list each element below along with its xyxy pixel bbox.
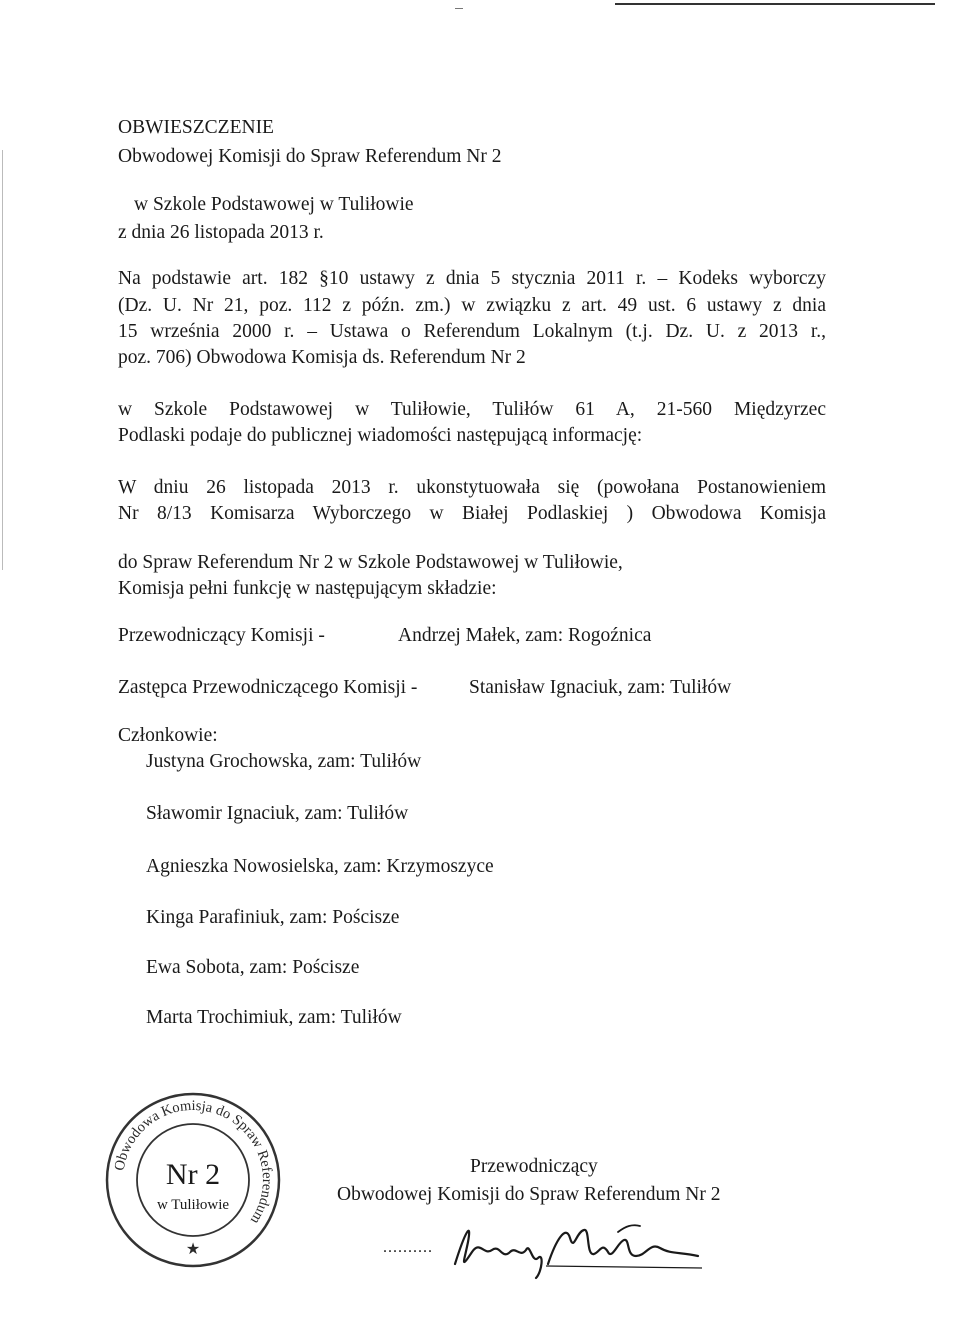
stamp-place: w Tuliłowie	[156, 1197, 230, 1213]
deputy-role-label: Zastępca Przewodniczącego Komisji -	[118, 677, 418, 698]
member-entry: Agnieszka Nowosielska, zam: Krzymoszyce	[146, 856, 494, 877]
committee-heading: Obwodowej Komisji do Spraw Referendum Nr 2	[118, 146, 502, 167]
paragraph-legal-basis-line: 15 września 2000 r. – Ustawa o Referendum Lokalnym (t.j. Dz. U. z 2013 r.,	[118, 321, 826, 342]
scan-edge-line	[455, 8, 463, 9]
stamp-ring-text: Obwodowa Komisja do Spraw Referendum	[111, 1097, 276, 1227]
deputy-entry: Stanisław Ignaciuk, zam: Tuliłów	[469, 677, 732, 698]
notice-date: z dnia 26 listopada 2013 r.	[118, 222, 324, 243]
paragraph-constitution-line: W dniu 26 listopada 2013 r. ukonstytuowała się (powołana Postanowieniem	[118, 477, 826, 498]
stamp-number: Nr 2	[165, 1158, 221, 1191]
notice-title: OBWIESZCZENIE	[118, 117, 274, 138]
member-entry: Kinga Parafiniuk, zam: Pościsze	[146, 907, 400, 928]
signature-role: Przewodniczący	[470, 1156, 598, 1177]
scan-left-edge	[2, 150, 3, 570]
stamp-star: ★	[185, 1241, 201, 1258]
signature-dots: ..........	[383, 1239, 433, 1256]
member-entry: Ewa Sobota, zam: Pościsze	[146, 957, 360, 978]
chair-entry: Andrzej Małek, zam: Rogoźnica	[398, 625, 652, 646]
paragraph-address-line: Podlaski podaje do publicznej wiadomości następującą informację:	[118, 425, 643, 446]
signature-committee: Obwodowej Komisji do Spraw Referendum Nr 2	[337, 1184, 721, 1205]
paragraph-composition-line: Komisja pełni funkcję w następującym składzie:	[118, 578, 497, 599]
paragraph-composition-line: do Spraw Referendum Nr 2 w Szkole Podstawowej w Tuliłowie,	[118, 552, 623, 573]
scan-edge-line	[615, 3, 935, 5]
chair-role-label: Przewodniczący Komisji -	[118, 625, 325, 646]
school-heading: w Szkole Podstawowej w Tuliłowie	[134, 194, 414, 215]
paragraph-legal-basis-line: (Dz. U. Nr 21, poz. 112 z późn. zm.) w związku z art. 49 ust. 6 ustawy z dnia	[118, 295, 826, 316]
committee-stamp	[103, 1090, 283, 1270]
handwritten-signature	[380, 1212, 730, 1282]
member-entry: Sławomir Ignaciuk, zam: Tuliłów	[146, 803, 409, 824]
member-entry: Justyna Grochowska, zam: Tuliłów	[146, 751, 422, 772]
paragraph-legal-basis-line: poz. 706) Obwodowa Komisja ds. Referendum Nr 2	[118, 347, 526, 368]
paragraph-address-line: w Szkole Podstawowej w Tuliłowie, Tuliłów 61 A, 21-560 Międzyrzec	[118, 399, 826, 420]
member-entry: Marta Trochimiuk, zam: Tuliłów	[146, 1007, 402, 1028]
paragraph-constitution-line: Nr 8/13 Komisarza Wyborczego w Białej Podlaskiej ) Obwodowa Komisja	[118, 503, 826, 524]
members-label: Członkowie:	[118, 725, 218, 746]
paragraph-legal-basis-line: Na podstawie art. 182 §10 ustawy z dnia 5 stycznia 2011 r. – Kodeks wyborczy	[118, 268, 826, 289]
